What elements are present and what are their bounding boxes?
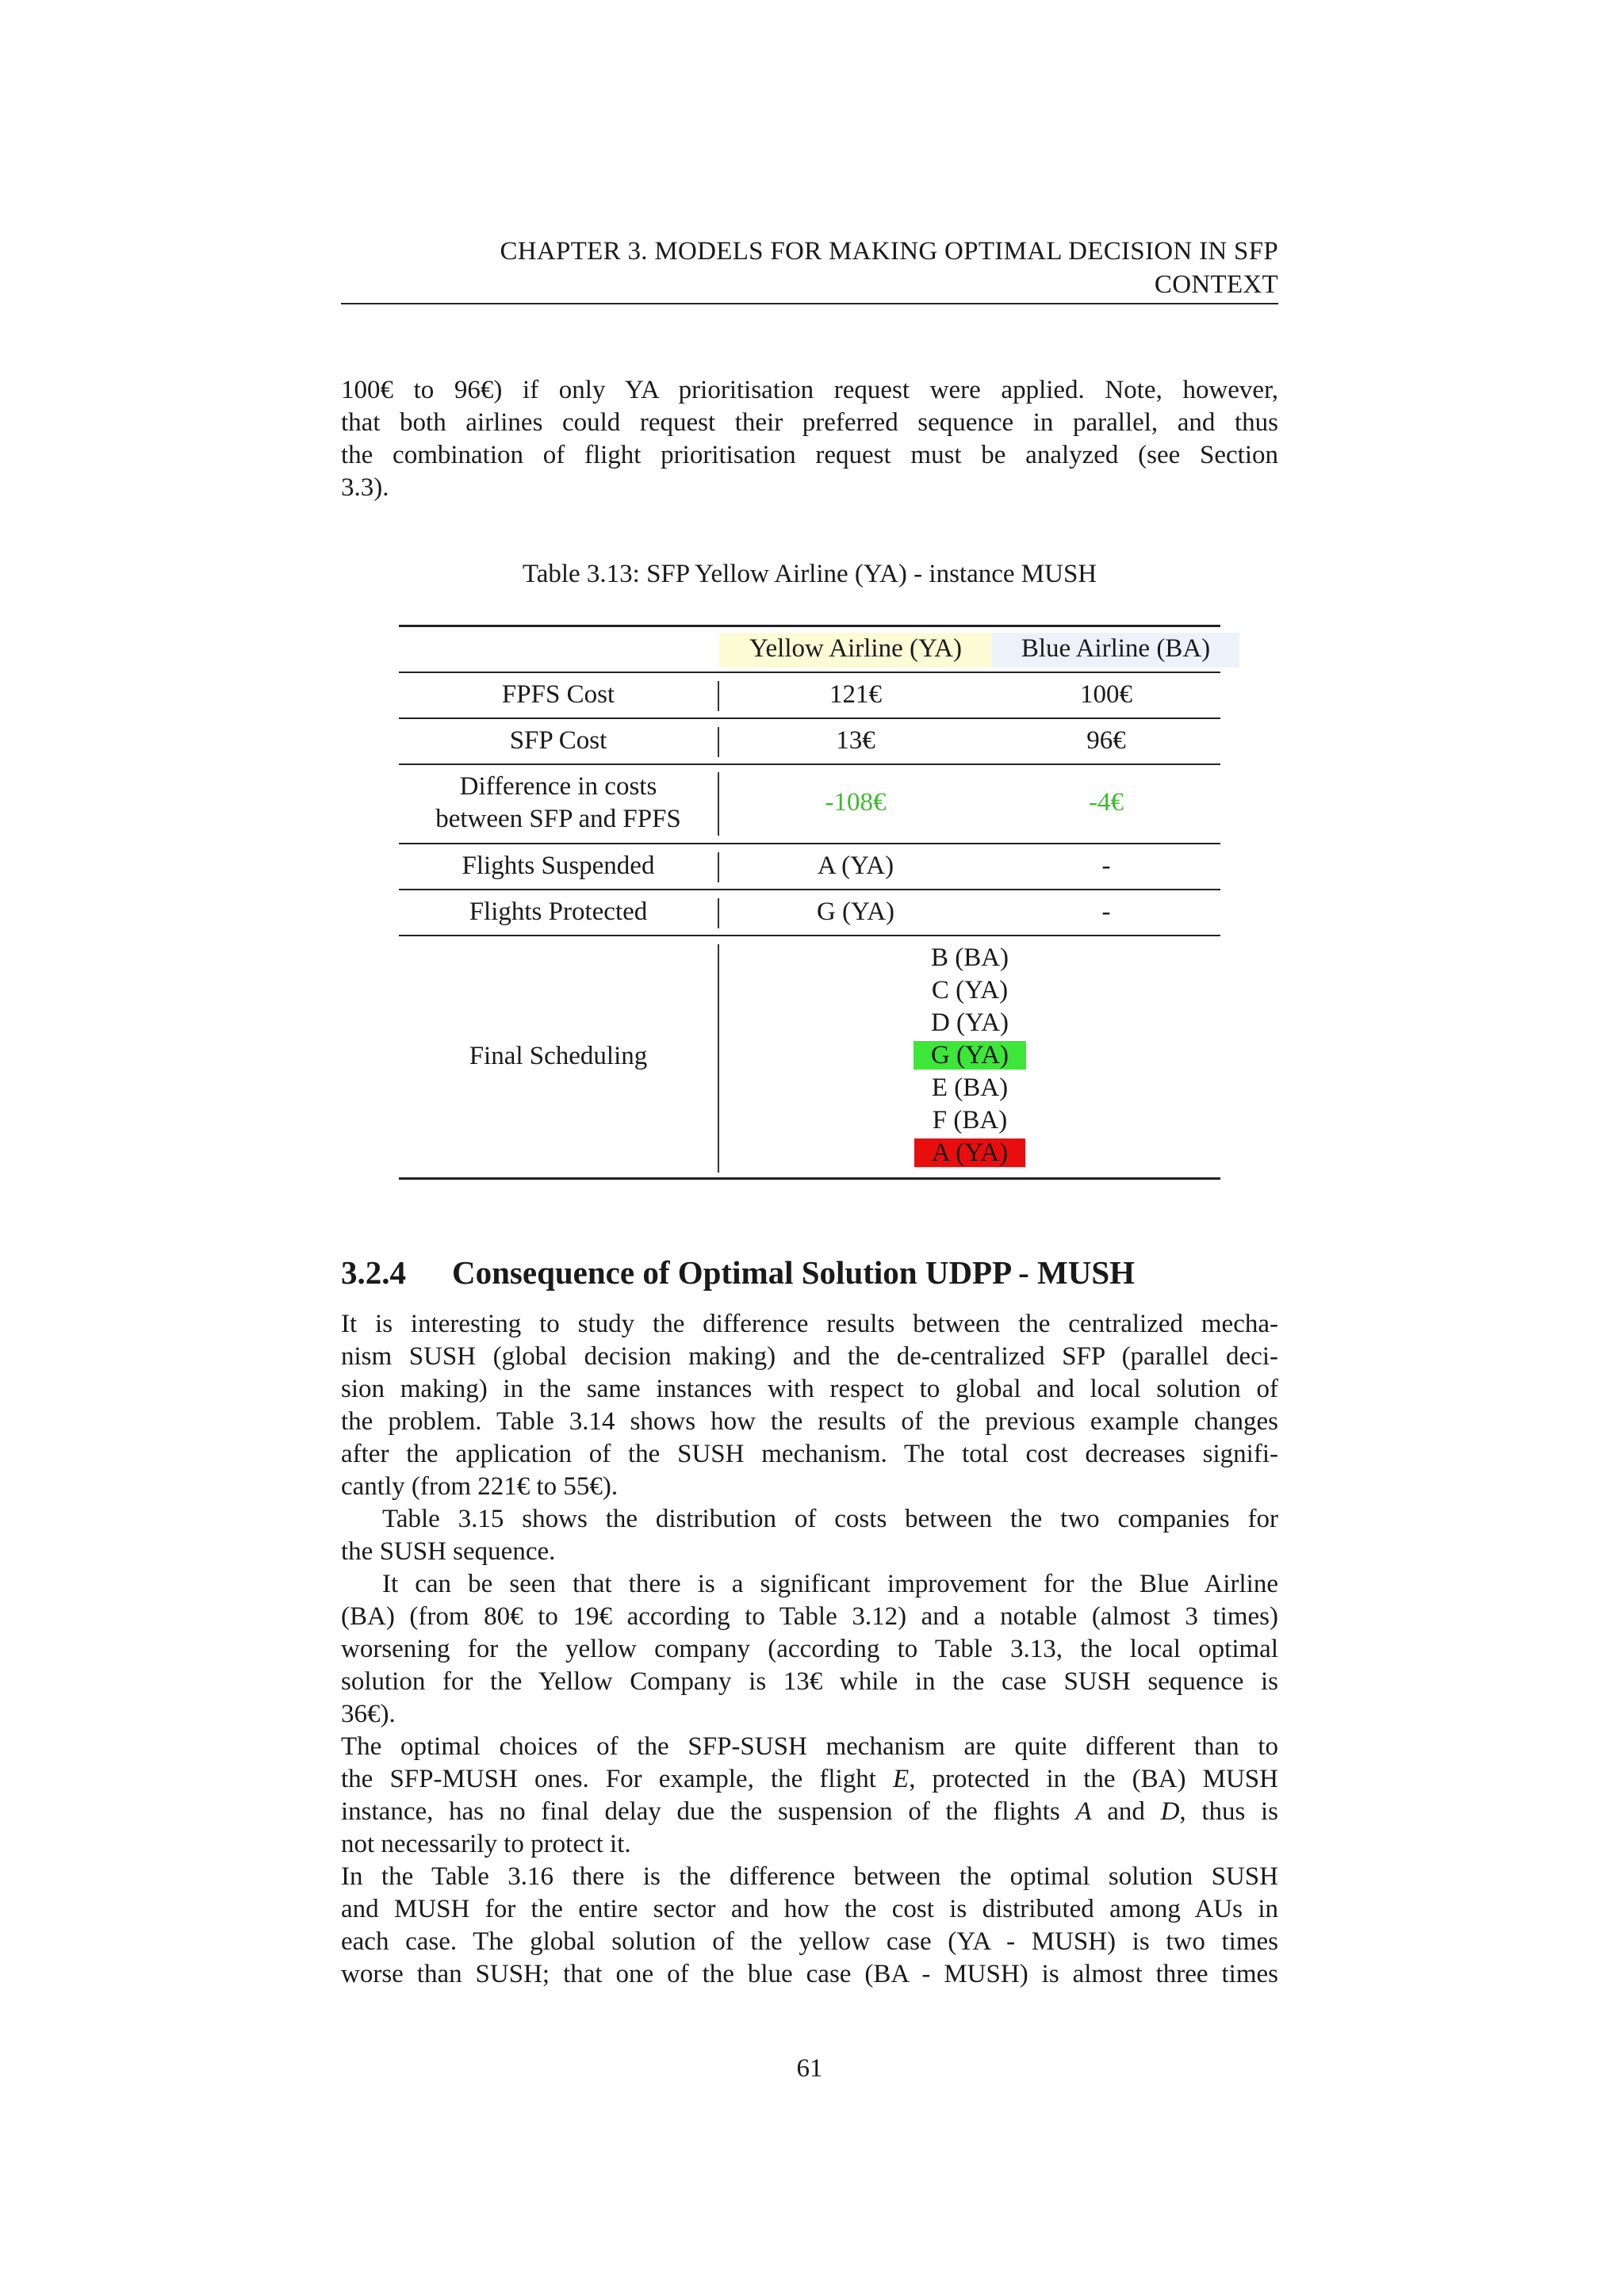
- cell-ya-difference: -108€: [825, 788, 887, 817]
- row-label: FPFS Cost: [501, 680, 615, 709]
- cell-ba: 100€: [1080, 680, 1132, 709]
- row-label: Flights Suspended: [462, 851, 655, 880]
- col-header-ba: Blue Airline (BA): [1021, 634, 1211, 663]
- text-line: instance, has no final delay due the suspension of the flights A and D, thus is: [341, 1797, 1278, 1826]
- table-rule: [399, 763, 1220, 765]
- text-line: that both airlines could request their preferred sequence in parallel, and thus: [341, 408, 1278, 437]
- cell-ba: 96€: [1086, 726, 1126, 755]
- text-line: 36€).: [341, 1700, 396, 1728]
- body-paragraph-5: [341, 1861, 1278, 1991]
- schedule-item: B (BA): [930, 943, 1009, 972]
- table-rule: [399, 889, 1220, 890]
- flight-a: A: [1075, 1797, 1092, 1826]
- text-line: 100€ to 96€) if only YA prioritisation request were applied. Note, however,: [341, 376, 1278, 404]
- row-label: between SFP and FPFS: [435, 805, 681, 833]
- text-line: not necessarily to protect it.: [341, 1830, 631, 1858]
- text-line: each case. The global solution of the yellow case (YA - MUSH) is two times: [341, 1927, 1278, 1956]
- cell-ya: 13€: [836, 726, 875, 755]
- text-line: It can be seen that there is a significant improvement for the Blue Airline: [382, 1570, 1278, 1598]
- schedule-item: D (YA): [930, 1008, 1009, 1037]
- cell-ba: -: [1101, 897, 1111, 926]
- text-line: Table 3.15 shows the distribution of costs between the two companies for: [382, 1505, 1278, 1533]
- text-line: the SFP-MUSH ones. For example, the flight E, protected in the (BA) MUSH: [341, 1765, 1278, 1793]
- table-rule: [399, 672, 1220, 673]
- row-label: Difference in costs: [459, 772, 657, 801]
- text-line: and MUSH for the entire sector and how the cost is distributed among AUs in: [341, 1895, 1278, 1923]
- cell-ba-difference: -4€: [1089, 788, 1124, 817]
- table-rule: [399, 718, 1220, 719]
- schedule-item: E (BA): [931, 1073, 1009, 1102]
- table-top-rule: [399, 625, 1220, 627]
- cell-ya: G (YA): [816, 897, 895, 926]
- table-rule: [399, 843, 1220, 844]
- body-paragraph-2: [341, 1503, 1278, 1568]
- col-header-ya: Yellow Airline (YA): [749, 634, 962, 663]
- text-line: The optimal choices of the SFP-SUSH mechanism are quite different than to: [341, 1732, 1278, 1761]
- row-label: Final Scheduling: [469, 1042, 648, 1070]
- section-number: 3.2.4: [341, 1254, 406, 1291]
- text-line: cantly (from 221€ to 55€).: [341, 1472, 619, 1501]
- flight-e: E: [893, 1765, 910, 1793]
- results-table: [399, 625, 1220, 1180]
- cell-ya: A (YA): [817, 851, 894, 880]
- final-schedule-list: [719, 942, 1220, 1169]
- schedule-item: F (BA): [932, 1106, 1008, 1135]
- text-line: sion making) in the same instances with respect to global and local solution of: [341, 1375, 1278, 1403]
- text-line: the combination of flight prioritisation request must be analyzed (see Section: [341, 441, 1278, 469]
- running-header-line1: CHAPTER 3. MODELS FOR MAKING OPTIMAL DECISION IN SFP: [500, 237, 1278, 266]
- header-rule: [341, 303, 1278, 304]
- text-line: the problem. Table 3.14 shows how the results of the previous example changes: [341, 1407, 1278, 1436]
- table-bottom-rule: [399, 1177, 1220, 1180]
- text-line: It is interesting to study the difference results between the centralized mecha-: [341, 1310, 1278, 1338]
- body-paragraph-1: [341, 1308, 1278, 1503]
- cell-ba: -: [1101, 851, 1111, 880]
- text-line: worse than SUSH; that one of the blue case (BA - MUSH) is almost three times: [341, 1960, 1278, 1988]
- text-line: after the application of the SUSH mechanism. The total cost decreases signifi-: [341, 1440, 1278, 1468]
- body-paragraph-3: [341, 1568, 1278, 1731]
- cell-ya: 121€: [829, 680, 882, 709]
- row-label: Flights Protected: [469, 897, 648, 926]
- text-line: 3.3).: [341, 473, 389, 502]
- schedule-item-protected: G (YA): [719, 1039, 1220, 1072]
- row-label: SFP Cost: [509, 726, 607, 755]
- text-line: (BA) (from 80€ to 19€ according to Table 3.12) and a notable (almost 3 times): [341, 1602, 1278, 1631]
- intro-paragraph: [341, 374, 1278, 504]
- text-line: solution for the Yellow Company is 13€ while in the case SUSH sequence is: [341, 1667, 1278, 1696]
- running-header-line2: CONTEXT: [1154, 270, 1278, 299]
- text-line: the SUSH sequence.: [341, 1537, 556, 1566]
- flight-d: D: [1160, 1797, 1180, 1826]
- section-heading: [341, 1253, 1135, 1292]
- schedule-item-suspended: A (YA): [719, 1137, 1220, 1169]
- text-line: In the Table 3.16 there is the difference between the optimal solution SUSH: [341, 1862, 1278, 1891]
- schedule-item: C (YA): [931, 976, 1009, 1004]
- text-line: worsening for the yellow company (according to Table 3.13, the local optimal: [341, 1635, 1278, 1663]
- running-header: [341, 235, 1278, 301]
- section-title: Consequence of Optimal Solution UDPP - MUSH: [452, 1254, 1136, 1291]
- page-number: 61: [796, 2054, 823, 2083]
- table-rule: [399, 935, 1220, 936]
- text-line: nism SUSH (global decision making) and the de-centralized SFP (parallel deci-: [341, 1342, 1278, 1371]
- body-paragraph-4: [341, 1731, 1278, 1861]
- table-caption: Table 3.13: SFP Yellow Airline (YA) - instance MUSH: [522, 560, 1097, 588]
